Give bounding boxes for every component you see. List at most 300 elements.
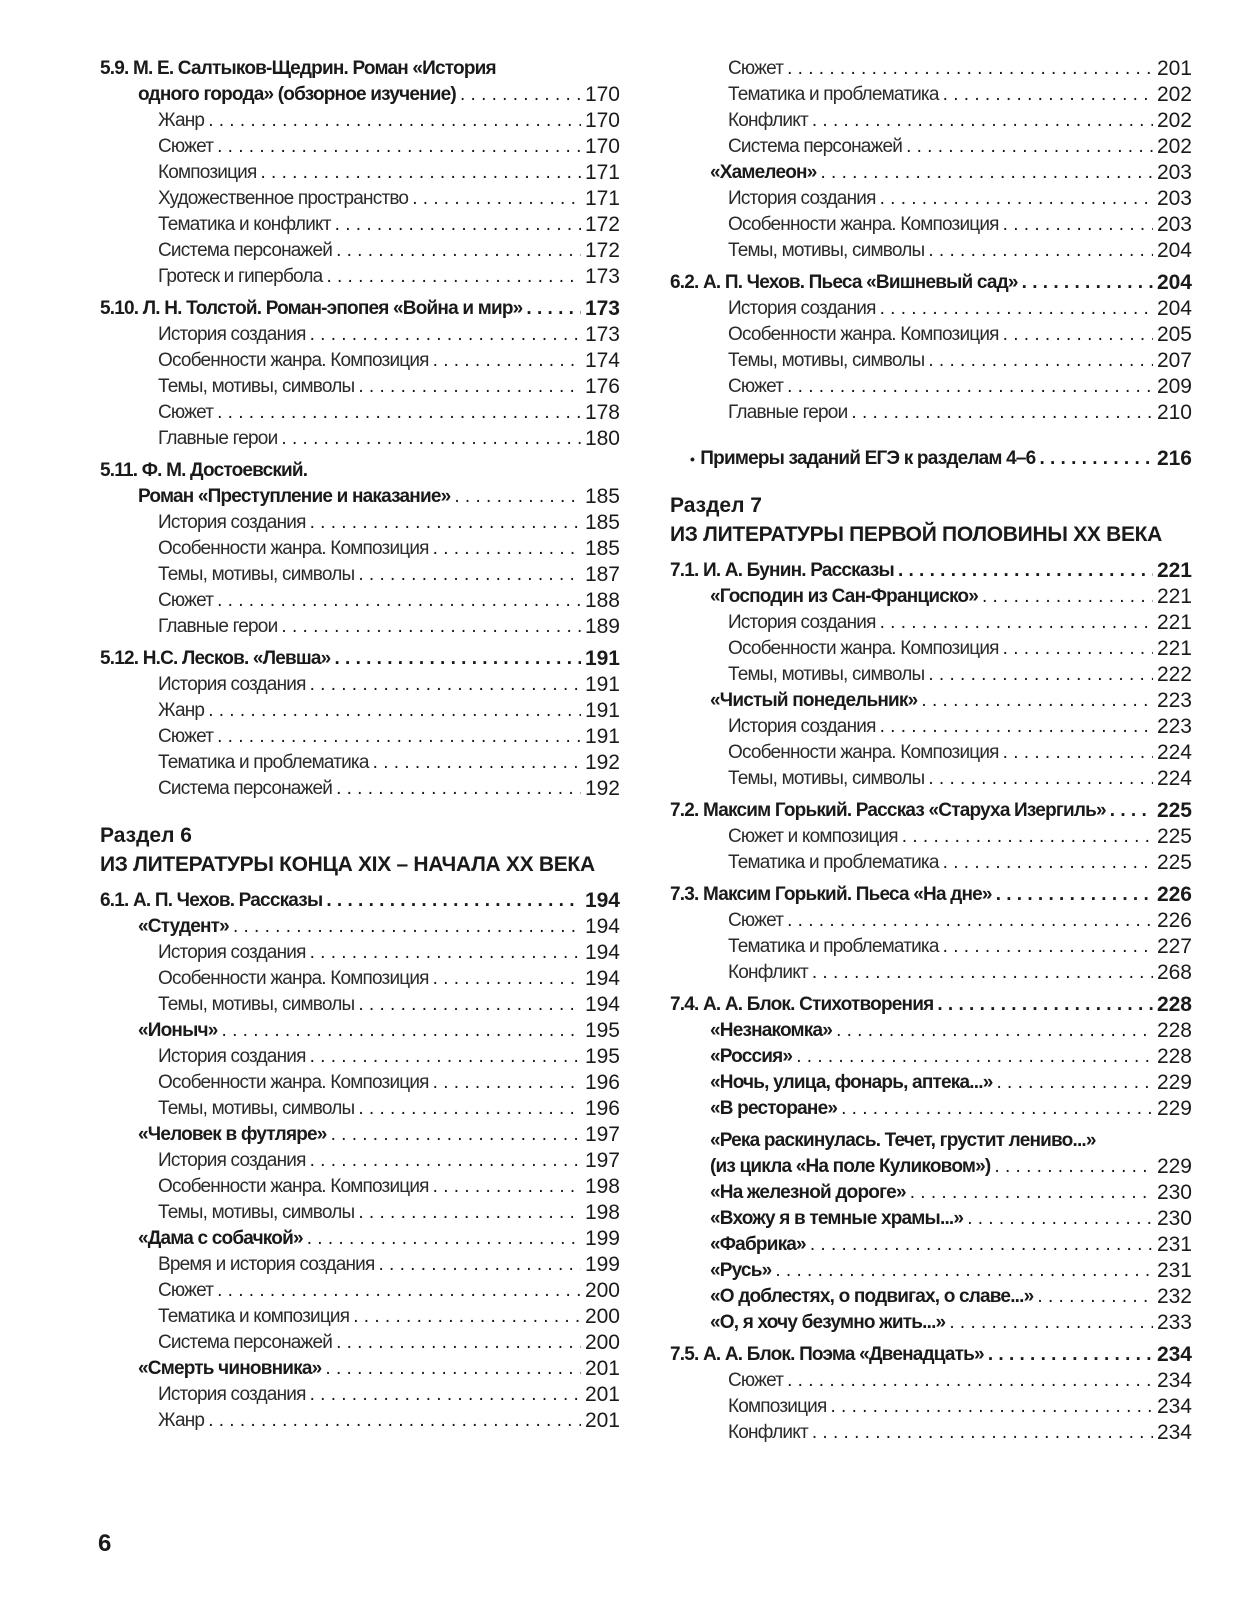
toc-entry-title: Сюжет: [728, 58, 784, 79]
toc-entry[interactable]: [100, 914, 620, 940]
toc-entry[interactable]: [670, 160, 1192, 186]
toc-entry-title: Особенности жанра. Композиция: [158, 968, 429, 989]
toc-entry-title: Темы, мотивы, символы: [158, 994, 355, 1015]
toc-entry[interactable]: [100, 536, 620, 562]
dot-leader: [460, 82, 581, 108]
toc-chapter-entry[interactable]: [670, 798, 1192, 824]
dot-leader: [433, 966, 581, 992]
toc-page-number: 216: [1156, 447, 1192, 470]
toc-entry[interactable]: [100, 400, 620, 426]
toc-chapter-entry[interactable]: [670, 558, 1192, 584]
toc-page-number: 196: [584, 1097, 620, 1120]
toc-page-number: 202: [1156, 135, 1192, 158]
toc-page-number: 171: [584, 161, 620, 184]
toc-entry[interactable]: [670, 714, 1192, 740]
section-label: Раздел 6: [100, 824, 192, 847]
toc-entry-title: «Фабрика»: [710, 1234, 806, 1255]
toc-entry-title: Система персонажей: [158, 778, 333, 799]
toc-chapter-entry[interactable]: [100, 646, 620, 672]
toc-entry[interactable]: [670, 688, 1192, 714]
dot-leader: [217, 588, 581, 614]
toc-entry-title: «Дама с собачкой»: [138, 1228, 303, 1249]
toc-entry[interactable]: [100, 724, 620, 750]
dot-leader: [310, 510, 581, 536]
dot-leader: [335, 212, 581, 238]
toc-page-number: 191: [584, 673, 620, 696]
toc-entry[interactable]: [670, 1232, 1192, 1258]
toc-entry[interactable]: [670, 212, 1192, 238]
dot-leader: [353, 1304, 581, 1330]
toc-entry-title: «О доблестях, о подвигах, о славе...»: [710, 1286, 1034, 1307]
dot-leader: [928, 348, 1153, 374]
toc-page-number: 172: [584, 239, 620, 262]
toc-chapter-entry[interactable]: [670, 270, 1192, 296]
toc-page-number: 198: [584, 1201, 620, 1224]
toc-entry[interactable]: [100, 940, 620, 966]
toc-entry[interactable]: [670, 238, 1192, 264]
toc-entry[interactable]: [100, 1408, 620, 1434]
toc-entry-title: 7.2. Максим Горький. Рассказ «Старуха Изергиль»: [670, 800, 1106, 821]
dot-leader: [217, 400, 581, 426]
toc-entry-title: «О, я хочу безумно жить...»: [710, 1312, 946, 1333]
toc-entry-title: Сюжет: [728, 1370, 784, 1391]
toc-entry-title: Система персонажей: [728, 136, 903, 157]
toc-entry[interactable]: [670, 740, 1192, 766]
toc-entry-title: Темы, мотивы, символы: [728, 768, 925, 789]
toc-entry-title: «Ночь, улица, фонарь, аптека...»: [710, 1072, 993, 1093]
toc-entry-title: «Студент»: [138, 916, 229, 937]
toc-page-number: 230: [1156, 1181, 1192, 1204]
dot-leader: [1037, 1284, 1153, 1310]
toc-page-number: 221: [1156, 637, 1192, 660]
toc-entry-title: История создания: [158, 1046, 306, 1067]
toc-entry[interactable]: [100, 750, 620, 776]
dot-leader: [787, 374, 1153, 400]
toc-entry[interactable]: [670, 1180, 1192, 1206]
toc-entry[interactable]: [100, 1330, 620, 1356]
toc-entry[interactable]: [100, 672, 620, 698]
toc-chapter-entry[interactable]: [670, 992, 1192, 1018]
toc-entry-title: Особенности жанра. Композиция: [158, 1072, 429, 1093]
toc-entry-title: Конфликт: [728, 110, 808, 131]
toc-page-number: 194: [584, 967, 620, 990]
toc-entry-title: История создания: [728, 716, 876, 737]
toc-entry-title: 7.3. Максим Горький. Пьеса «На дне»: [670, 884, 992, 905]
toc-entry-title: «Русь»: [710, 1260, 772, 1281]
page-number: 6: [98, 1530, 112, 1557]
dot-leader: [851, 400, 1153, 426]
toc-page-number: 227: [1156, 935, 1192, 958]
dot-leader: [208, 698, 581, 724]
toc-entry-title: Темы, мотивы, символы: [728, 240, 925, 261]
toc-entry[interactable]: [670, 1420, 1192, 1446]
toc-entry[interactable]: [100, 1356, 620, 1382]
toc-bullet-entry[interactable]: [670, 446, 1192, 472]
toc-entry[interactable]: [100, 348, 620, 374]
toc-entry-title: Главные герои: [158, 616, 278, 637]
toc-page-number: 234: [1156, 1343, 1192, 1366]
toc-page-number: 224: [1156, 767, 1192, 790]
toc-page-number: 187: [584, 563, 620, 586]
toc-entry-title: Главные герои: [158, 428, 278, 449]
toc-entry[interactable]: [100, 1382, 620, 1408]
toc-entry-title: Композиция: [728, 1396, 827, 1417]
dot-leader: [787, 908, 1153, 934]
toc-entry[interactable]: [670, 1258, 1192, 1284]
dot-leader: [880, 186, 1153, 212]
toc-entry-title: Сюжет и композиция: [728, 826, 898, 847]
toc-entry[interactable]: [100, 510, 620, 536]
toc-entry[interactable]: [670, 296, 1192, 322]
toc-page-number: 224: [1156, 741, 1192, 764]
dot-leader: [812, 960, 1153, 986]
toc-page-number: 268: [1156, 961, 1192, 984]
dot-leader: [775, 1258, 1153, 1284]
toc-entry[interactable]: [670, 766, 1192, 792]
toc-page-number: 202: [1156, 109, 1192, 132]
toc-entry[interactable]: [100, 614, 620, 640]
toc-entry[interactable]: [670, 662, 1192, 688]
toc-page-number: 198: [584, 1175, 620, 1198]
toc-entry-title: История создания: [728, 612, 876, 633]
toc-page-number: 234: [1156, 1369, 1192, 1392]
toc-entry[interactable]: [670, 908, 1192, 934]
toc-page-number: 221: [1156, 559, 1192, 582]
dot-leader: [830, 1394, 1153, 1420]
dot-leader: [433, 1070, 581, 1096]
toc-entry-title: Конфликт: [728, 1422, 808, 1443]
toc-entry-title: (из цикла «На поле Куликовом»): [710, 1156, 991, 1177]
toc-page-number: 202: [1156, 83, 1192, 106]
toc-entry-title: История создания: [728, 188, 876, 209]
toc-page-number: 223: [1156, 689, 1192, 712]
dot-leader: [217, 134, 581, 160]
dot-leader: [921, 688, 1153, 714]
toc-page-number: 201: [584, 1357, 620, 1380]
toc-page-number: 209: [1156, 375, 1192, 398]
dot-leader: [812, 1420, 1153, 1446]
toc-entry[interactable]: [100, 1278, 620, 1304]
toc-entry-title: Темы, мотивы, символы: [158, 1202, 355, 1223]
toc-entry[interactable]: [670, 584, 1192, 610]
dot-leader: [880, 610, 1153, 636]
toc-entry[interactable]: [100, 588, 620, 614]
dot-leader: [310, 940, 581, 966]
dot-leader: [358, 992, 581, 1018]
toc-chapter-entry[interactable]: [100, 296, 620, 322]
toc-entry-title: Конфликт: [728, 962, 808, 983]
toc-page-number: 225: [1156, 799, 1192, 822]
toc-entry[interactable]: [670, 186, 1192, 212]
toc-entry-title: Сюжет: [158, 1280, 214, 1301]
toc-entry[interactable]: [670, 1310, 1192, 1336]
toc-entry[interactable]: [670, 960, 1192, 986]
toc-entry-title: «Смерть чиновника»: [138, 1358, 322, 1379]
dot-leader: [937, 992, 1153, 1018]
dot-leader: [967, 1206, 1153, 1232]
toc-entry-title: «Россия»: [710, 1046, 793, 1067]
toc-entry-title: Темы, мотивы, символы: [158, 1098, 355, 1119]
toc-entry-title: Жанр: [158, 700, 205, 721]
toc-entry[interactable]: [100, 264, 620, 290]
toc-entry[interactable]: [670, 322, 1192, 348]
toc-page-number: 185: [584, 537, 620, 560]
toc-page-number: 230: [1156, 1207, 1192, 1230]
toc-page-number: 225: [1156, 825, 1192, 848]
toc-entry[interactable]: [100, 1304, 620, 1330]
toc-entry[interactable]: [670, 82, 1192, 108]
toc-entry[interactable]: [670, 1018, 1192, 1044]
dot-leader: [336, 776, 581, 802]
dot-leader: [310, 1044, 581, 1070]
toc-page-number: 228: [1156, 1045, 1192, 1068]
toc-entry[interactable]: [100, 1122, 620, 1148]
toc-page-number: 231: [1156, 1233, 1192, 1256]
toc-entry-title: 7.4. А. А. Блок. Стихотворения: [670, 994, 934, 1015]
toc-entry-title: Тематика и проблематика: [158, 752, 369, 773]
toc-entry-title: 5.10. Л. Н. Толстой. Роман-эпопея «Война и мир»: [100, 298, 523, 319]
toc-entry[interactable]: [100, 1096, 620, 1122]
toc-entry[interactable]: [100, 1174, 620, 1200]
toc-page-number: 176: [584, 375, 620, 398]
toc-entry-title: «В ресторане»: [710, 1098, 838, 1119]
dot-leader: [260, 160, 581, 186]
toc-entry-title: Роман «Преступление и наказание»: [138, 486, 451, 507]
dot-leader: [928, 238, 1153, 264]
toc-entry-title: Особенности жанра. Композиция: [728, 638, 999, 659]
toc-entry-title: Особенности жанра. Композиция: [158, 350, 429, 371]
dot-leader: [1110, 798, 1153, 824]
toc-entry-title: Главные герои: [728, 402, 848, 423]
dot-leader: [208, 1408, 581, 1434]
toc-page-number: 229: [1156, 1071, 1192, 1094]
toc-entry[interactable]: [100, 374, 620, 400]
toc-entry[interactable]: [670, 1284, 1192, 1310]
dot-leader: [812, 108, 1153, 134]
toc-page-number: 204: [1156, 239, 1192, 262]
dot-leader: [820, 160, 1152, 186]
toc-entry-title: Особенности жанра. Композиция: [158, 1176, 429, 1197]
dot-leader: [796, 1044, 1153, 1070]
toc-chapter-entry[interactable]: [100, 888, 620, 914]
toc-entry-title: Сюжет: [158, 136, 214, 157]
toc-entry-title: Тематика и проблематика: [728, 84, 939, 105]
dot-leader: [217, 724, 581, 750]
toc-entry[interactable]: [100, 1226, 620, 1252]
toc-page-number: 192: [584, 777, 620, 800]
section-heading: [670, 492, 1192, 550]
toc-entry-title: Сюжет: [158, 590, 214, 611]
toc-entry[interactable]: [100, 238, 620, 264]
toc-page-number: 185: [584, 511, 620, 534]
toc-page-number: 195: [584, 1019, 620, 1042]
toc-page-number: 225: [1156, 851, 1192, 874]
dot-leader: [412, 186, 581, 212]
section-label: Раздел 7: [670, 494, 762, 517]
toc-entry-title: Тематика и композиция: [158, 1306, 350, 1327]
toc-entry-title: Темы, мотивы, символы: [728, 350, 925, 371]
toc-entry[interactable]: [100, 966, 620, 992]
toc-heading-line: 5.11. Ф. М. Достоевский.: [100, 460, 308, 481]
toc-page-number: 171: [584, 187, 620, 210]
dot-leader: [281, 614, 581, 640]
dot-leader: [943, 850, 1153, 876]
bullet-icon: •: [690, 451, 701, 467]
toc-entry[interactable]: [100, 992, 620, 1018]
dot-leader: [994, 1154, 1153, 1180]
toc-page-number: 173: [584, 323, 620, 346]
toc-page-number: 201: [584, 1383, 620, 1406]
dot-leader: [358, 374, 581, 400]
toc-page-number: 191: [584, 647, 620, 670]
dot-leader: [902, 824, 1153, 850]
toc-page-number: 173: [584, 297, 620, 320]
toc-entry-title: «Незнакомка»: [710, 1020, 833, 1041]
toc-entry-title: «Чистый понедельник»: [710, 690, 918, 711]
toc-entry-title: Тематика и проблематика: [728, 936, 939, 957]
dot-leader: [373, 750, 581, 776]
toc-entry[interactable]: [670, 1154, 1192, 1180]
toc-entry-title: Темы, мотивы, символы: [158, 376, 355, 397]
toc-entry-title: 6.2. А. П. Чехов. Пьеса «Вишневый сад»: [670, 272, 1018, 293]
toc-entry[interactable]: [670, 824, 1192, 850]
toc-entry[interactable]: [670, 610, 1192, 636]
dot-leader: [454, 484, 581, 510]
toc-entry[interactable]: [100, 108, 620, 134]
dot-leader: [880, 714, 1153, 740]
dot-leader: [996, 1070, 1152, 1096]
dot-leader: [358, 1200, 581, 1226]
toc-entry-title: «Господин из Сан-Франциско»: [710, 586, 978, 607]
dot-leader: [526, 296, 581, 322]
toc-entry-title: Художественное пространство: [158, 188, 409, 209]
toc-entry[interactable]: [670, 1394, 1192, 1420]
dot-leader: [326, 264, 581, 290]
toc-entry[interactable]: [100, 160, 620, 186]
toc-right-column: [670, 56, 1192, 1446]
toc-entry-title: Особенности жанра. Композиция: [728, 324, 999, 345]
toc-entry-title: Сюжет: [728, 910, 784, 931]
toc-entry-title: Сюжет: [158, 402, 214, 423]
toc-entry-title: Особенности жанра. Композиция: [728, 742, 999, 763]
toc-entry[interactable]: [100, 1252, 620, 1278]
toc-entry[interactable]: [100, 698, 620, 724]
toc-left-column: [100, 56, 620, 1434]
toc-page-number: 201: [584, 1409, 620, 1432]
toc-entry[interactable]: [670, 134, 1192, 160]
toc-page-number: 233: [1156, 1311, 1192, 1334]
toc-entry[interactable]: [670, 400, 1192, 426]
dot-leader: [208, 108, 581, 134]
toc-page-number: 204: [1156, 271, 1192, 294]
toc-chapter-entry[interactable]: [670, 882, 1192, 908]
toc-page-number: 231: [1156, 1259, 1192, 1282]
toc-entry[interactable]: [670, 850, 1192, 876]
dot-leader: [307, 1226, 581, 1252]
toc-page-number: 232: [1156, 1285, 1192, 1308]
toc-entry[interactable]: [100, 322, 620, 348]
toc-heading-line: «Река раскинулась. Течет, грустит лениво...»: [710, 1130, 1096, 1151]
toc-entry[interactable]: [670, 56, 1192, 82]
toc-entry[interactable]: [670, 374, 1192, 400]
toc-page-number: 203: [1156, 161, 1192, 184]
toc-page-number: 172: [584, 213, 620, 236]
toc-entry[interactable]: [100, 562, 620, 588]
toc-page-number: 194: [584, 941, 620, 964]
toc-page-number: 221: [1156, 585, 1192, 608]
toc-entry[interactable]: [670, 108, 1192, 134]
toc-entry[interactable]: [100, 1148, 620, 1174]
toc-page-number: 180: [584, 427, 620, 450]
toc-page-number: 188: [584, 589, 620, 612]
toc-entry[interactable]: [100, 1200, 620, 1226]
toc-entry[interactable]: [100, 776, 620, 802]
toc-entry[interactable]: [670, 1044, 1192, 1070]
toc-page-number: 221: [1156, 611, 1192, 634]
toc-chapter-entry[interactable]: [670, 1342, 1192, 1368]
toc-page-number: 199: [584, 1253, 620, 1276]
toc-entry[interactable]: [100, 1070, 620, 1096]
dot-leader: [898, 558, 1153, 584]
toc-entry[interactable]: [670, 1206, 1192, 1232]
toc-entry-title: Время и история создания: [158, 1254, 375, 1275]
toc-entry-title: История создания: [158, 674, 306, 695]
toc-entry-title: «Вхожу я в темные храмы...»: [710, 1208, 964, 1229]
toc-entry[interactable]: [670, 348, 1192, 374]
dot-leader: [310, 672, 581, 698]
toc-entry-title: История создания: [158, 324, 306, 345]
toc-entry[interactable]: [100, 426, 620, 452]
toc-page-number: 199: [584, 1227, 620, 1250]
toc-entry-title: История создания: [158, 1150, 306, 1171]
toc-entry[interactable]: [100, 186, 620, 212]
toc-entry[interactable]: [100, 484, 620, 510]
dot-leader: [928, 662, 1153, 688]
toc-entry-title: Жанр: [158, 110, 205, 131]
dot-leader: [836, 1018, 1153, 1044]
dot-leader: [325, 1356, 581, 1382]
toc-entry-title: «Хамелеон»: [710, 162, 817, 183]
toc-entry[interactable]: [100, 1044, 620, 1070]
dot-leader: [310, 1148, 581, 1174]
toc-entry-title: Тематика и проблематика: [728, 852, 939, 873]
toc-entry-title: Жанр: [158, 1410, 205, 1431]
toc-entry[interactable]: [670, 934, 1192, 960]
dot-leader: [310, 1382, 581, 1408]
dot-leader: [880, 296, 1153, 322]
toc-entry-title: Гротеск и гипербола: [158, 266, 323, 287]
section-heading: [100, 822, 620, 880]
toc-entry[interactable]: [100, 134, 620, 160]
dot-leader: [1022, 270, 1153, 296]
toc-entry[interactable]: [670, 1368, 1192, 1394]
toc-entry[interactable]: [100, 212, 620, 238]
toc-entry-title: Сюжет: [728, 376, 784, 397]
dot-leader: [1003, 636, 1153, 662]
dot-leader: [310, 322, 581, 348]
toc-entry[interactable]: [670, 1070, 1192, 1096]
toc-entry-title: Примеры заданий ЕГЭ к разделам 4–6: [700, 448, 1036, 469]
dot-leader: [358, 1096, 581, 1122]
toc-entry[interactable]: [670, 636, 1192, 662]
toc-entry-title: 5.12. Н.С. Лесков. «Левша»: [100, 648, 331, 669]
toc-entry[interactable]: [670, 1096, 1192, 1122]
dot-leader: [1039, 446, 1153, 472]
toc-entry[interactable]: [100, 82, 620, 108]
toc-entry-title: Сюжет: [158, 726, 214, 747]
toc-entry[interactable]: [100, 1018, 620, 1044]
toc-page-number: 226: [1156, 883, 1192, 906]
